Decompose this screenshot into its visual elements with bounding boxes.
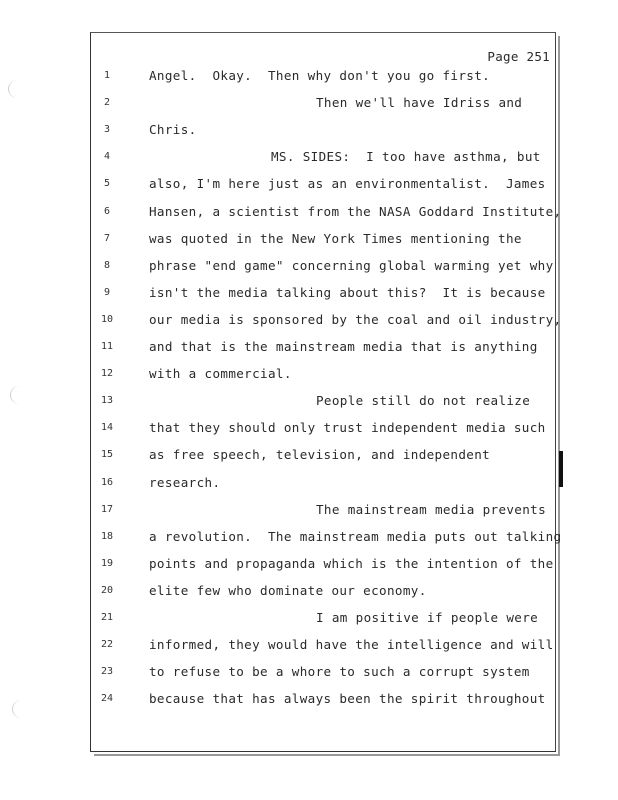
line-number: 23	[100, 666, 114, 678]
line-text: with a commercial.	[149, 366, 292, 382]
line-text: elite few who dominate our economy.	[149, 582, 427, 598]
transcript-line	[0, 420, 618, 447]
transcript-line	[0, 502, 618, 529]
line-number: 17	[100, 503, 114, 515]
line-number: 19	[100, 557, 114, 569]
transcript-line	[0, 475, 618, 502]
line-text: phrase "end game" concerning global warming yet why	[149, 257, 554, 273]
transcript-line	[0, 312, 618, 339]
transcript-line	[0, 529, 618, 556]
line-text: I am positive if people were	[316, 610, 539, 625]
line-number: 13	[100, 395, 114, 407]
line-text: was quoted in the New York Times mentioning the	[149, 230, 522, 246]
line-number: 9	[103, 286, 111, 298]
line-number: 2	[103, 97, 111, 109]
transcript-line	[0, 366, 618, 393]
line-number: 1	[103, 70, 111, 81]
transcript-line	[0, 691, 618, 718]
line-text: a revolution. The mainstream media puts out talking	[149, 528, 562, 544]
line-text: Angel. Okay. Then why don't you go first.	[149, 68, 491, 83]
line-text: Chris.	[149, 122, 197, 138]
transcript-line	[0, 637, 618, 664]
line-number: 14	[100, 422, 114, 434]
line-text: to refuse to be a whore to such a corrupt system	[149, 664, 530, 680]
page-number: Page 251	[487, 49, 550, 64]
line-number: 16	[100, 476, 114, 488]
line-text: People still do not realize	[316, 393, 531, 409]
line-text: and that is the mainstream media that is anything	[149, 339, 538, 354]
transcript-line	[0, 231, 618, 258]
line-number: 5	[103, 178, 111, 190]
transcript-line	[0, 122, 618, 149]
line-text: The mainstream media prevents	[316, 501, 547, 517]
line-number: 10	[100, 313, 114, 325]
line-text: that they should only trust independent media such	[149, 420, 546, 436]
line-number: 11	[100, 341, 114, 352]
transcript-line	[0, 285, 618, 312]
transcript-line	[0, 68, 618, 95]
line-number: 24	[100, 693, 114, 705]
line-text: isn't the media talking about this? It is because	[149, 284, 546, 300]
transcript-line	[0, 583, 618, 610]
line-number: 15	[100, 449, 114, 461]
line-number: 6	[103, 205, 111, 217]
transcript-line	[0, 556, 618, 583]
line-number: 8	[103, 259, 111, 271]
line-number: 12	[100, 368, 114, 380]
transcript-line	[0, 95, 618, 122]
line-number: 4	[103, 151, 111, 163]
line-text: also, I'm here just as an environmentalist. James	[149, 176, 546, 192]
line-number: 3	[103, 124, 111, 136]
line-text: research.	[149, 474, 221, 490]
transcript-line	[0, 610, 618, 637]
transcript-line	[0, 339, 618, 366]
line-text: MS. SIDES: I too have asthma, but	[271, 149, 541, 165]
line-number: 22	[100, 639, 114, 651]
transcript-line	[0, 664, 618, 691]
transcript-line	[0, 258, 618, 285]
line-text: our media is sponsored by the coal and oil industry,	[149, 311, 562, 327]
transcript-line	[0, 447, 618, 474]
line-text: Hansen, a scientist from the NASA Goddard Institute,	[149, 203, 562, 219]
line-text: points and propaganda which is the intention of the	[149, 555, 554, 571]
transcript-line	[0, 204, 618, 231]
line-number: 21	[100, 612, 114, 623]
transcript-line	[0, 149, 618, 176]
line-number: 7	[103, 232, 111, 244]
frame-shadow-bottom	[94, 754, 560, 756]
line-text: because that has always been the spirit throughout	[149, 691, 546, 707]
line-text: informed, they would have the intelligence and will	[149, 637, 554, 653]
transcript-line	[0, 176, 618, 203]
line-text: as free speech, television, and independent	[149, 447, 491, 463]
line-number: 18	[100, 530, 114, 542]
transcript-line	[0, 393, 618, 420]
line-number: 20	[100, 584, 114, 596]
line-text: Then we'll have Idriss and	[316, 95, 523, 111]
